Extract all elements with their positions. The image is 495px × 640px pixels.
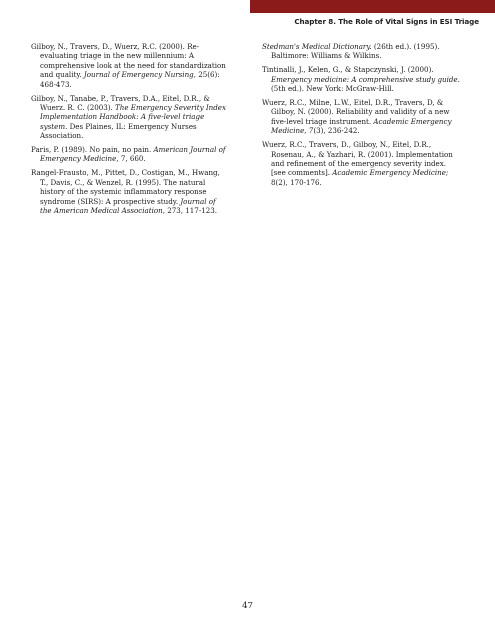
reference-entry <box>262 98 462 136</box>
reference-entry <box>31 168 227 215</box>
reference-details: (3), 236-242. <box>313 126 360 136</box>
reference-authors: Wuerz, R.C., Travers, D., Gilboy, N., Eitel, D.R., Rosenau, A., & Yazhari, R. (2001). Implementation and refinement of the emergency severity index. [see comments]. <box>262 140 453 178</box>
reference-source: Emergency medicine: A comprehensive study guide. <box>271 74 460 84</box>
reference-source: Academic Emergency Medicine, 7 <box>271 116 452 136</box>
reference-authors: Paris, P. (1989). No pain, no pain. <box>31 145 154 155</box>
reference-entry <box>262 42 462 61</box>
reference-details: 273, 117-123. <box>164 206 218 215</box>
reference-entry <box>31 94 227 141</box>
reference-entry <box>31 145 227 164</box>
reference-source: The Emergency Severity Index Implementation Handbook: A five-level triage system. <box>40 102 226 131</box>
reference-details: 8(2), 170-176. <box>271 177 322 187</box>
reference-entry <box>31 42 227 89</box>
chapter-title: Chapter 8. The Role of Vital Signs in ESI Triage <box>294 17 479 26</box>
page-number: 47 <box>242 601 253 611</box>
reference-details: 7, 660. <box>118 154 146 164</box>
reference-authors: Gilboy, N., Tanabe, P., Travers, D.A., Eitel, D.R., & Wuerz. R. C. (2003). <box>31 93 210 112</box>
reference-source: Journal of the American Medical Association, <box>40 196 216 215</box>
reference-authors: Rangel-Frausto, M., Pittet, D., Costigan, M., Hwang, T., Davis, C., & Wenzel, R. (1995). The natural history of the systemic inflammatory response syndrome (SIRS): A prospective study. <box>31 168 220 206</box>
reference-details: 25(6): 468-473. <box>40 70 220 89</box>
reference-source: Academic Emergency Medicine; <box>332 168 449 178</box>
reference-authors: Gilboy, N., Travers, D., Wuerz, R.C. (2000). Re-evaluating triage in the new millennium: A comprehensive look at the need for standardization and quality. <box>31 42 226 80</box>
header-accent-bar <box>250 0 495 13</box>
reference-entry <box>262 140 462 187</box>
reference-details: (5th ed.). New York: McGraw-Hill. <box>271 84 394 94</box>
reference-source: American Journal of Emergency Medicine, <box>40 145 226 164</box>
reference-source: Stedman's Medical Dictionary. <box>262 42 372 51</box>
reference-authors: Tintinalli, J., Kelen, G., & Stapczynski, J. (2000). <box>262 65 434 75</box>
references-right-column <box>262 42 462 192</box>
reference-entry <box>262 65 462 93</box>
reference-source: Journal of Emergency Nursing, <box>83 70 196 80</box>
references-left-column <box>31 42 227 220</box>
reference-details: Des Plaines, IL: Emergency Nurses Association. <box>40 121 197 141</box>
reference-details: (26th ed.). (1995). Baltimore: Williams & Wilkins. <box>271 42 440 61</box>
reference-authors: Wuerz, R.C., Milne, L.W., Eitel, D.R., Travers, D, & Gilboy, N. (2000). Reliability and validity of a new five-level triage instrument. <box>262 98 450 126</box>
